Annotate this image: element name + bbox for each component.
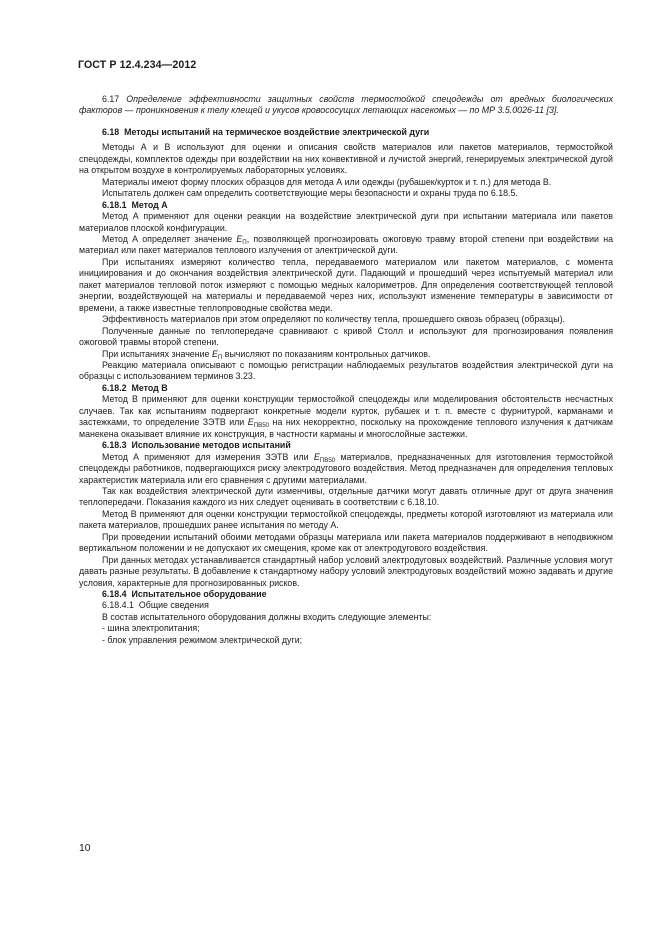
symbol: E (313, 451, 320, 462)
section-6-18-3-heading: 6.18.3 Использование методов испытаний (102, 440, 291, 451)
section-6-18-1-heading: 6.18.1 Метод А (102, 199, 168, 210)
paragraph: Эффективность материалов при этом определяют по количеству тепла, прошедшего сквозь образец (образцы). (102, 314, 565, 325)
paragraph: Метод А определяет значение $E_П$, позволяющей прогнозировать ожоговую травму второй степени при воздействии на материал или пакет материалов теплового излучения от электрической дуги. (79, 233, 613, 256)
section-6-18-4-heading: 6.18.4 Испытательное оборудование (102, 589, 267, 600)
document-header: ГОСТ Р 12.4.234—2012 (78, 59, 197, 71)
paragraph: Испытатель должен сам определить соответствующие меры безопасности и охраны труда по 6.18.5. (102, 188, 518, 199)
paragraph: В состав испытательного оборудования должны входить следующие элементы: (102, 611, 432, 622)
paragraph: Метод А применяют для оценки реакции на воздействие электрической дуги при испытании материала или пакетов материалов плоской конфигурации. (79, 211, 613, 233)
section-6-18-2-heading: 6.18.2 Метод В (102, 382, 168, 393)
paragraph: Метод В применяют для оценки конструкции термостойкой спецодежды или моделирования обстоятельств несчастных случаев. Так как испытаниям подвергают конкретные модели курток, рубашек и т. п. вместе с фурнитурой, карманами и застежками, то определение ЗЭТВ или $E_{ПВ50}$ на них некорректно, поскольку на прохождение теплового излучения к датчикам манекена оказывает влияние их конструкция, в частности карманы и многослойные застежки. (79, 394, 613, 439)
list-item: - шина электропитания; (102, 623, 200, 634)
paragraph: Так как воздействия электрической дуги изменчивы, отдельные датчики могут давать отличные друг от друга значения теплопередачи. Показания каждого из них следует оценивать в соответствии с 6.18.10. (79, 485, 613, 508)
section-6-17 (79, 94, 613, 117)
section-number: 6.17 (102, 94, 120, 104)
symbol: E (211, 348, 218, 359)
symbol: E (236, 233, 243, 244)
paragraph: При испытаниях измеряют количество тепла, передаваемого материалом или пакетом материалов, с момента инициирования и до окончания воздействия электрической дуги. Падающий и прошедший через испытуемый материал или пакет материалов тепловой поток измеряют с помощью медных калориметров. Для определения соответствующей тепловой энергии, воздействующей на материалы и передаваемой через них, используют изменение температуры в зависимости от времени, а также известные теплопроводные свойства меди. (79, 256, 613, 313)
paragraph: Материалы имеют форму плоских образцов для метода А или одежды (рубашек/курток и т. п.) для метода В. (102, 176, 552, 187)
paragraph: Метод А применяют для измерения ЗЭТВ или $E_{ПВ50}$ материалов, предназначенных для изготовления термостойкой спецодежды работников, подвергающихся риску электродугового воздействия. Метод предназначен для определения тепловых характеристик материала или его сравнения с другими материалами. (79, 451, 613, 485)
section-6-18-heading: 6.18 Методы испытаний на термическое воздействие электрической дуги (102, 126, 430, 137)
paragraph: При данных методах устанавливается стандартный набор условий электродуговых воздействий. Различные условия могут давать разные результаты. В добавление к стандартному набору условий электродуговых воздействий можно задавать и другие условия, характерные для прогнозированных рисков. (79, 554, 613, 588)
paragraph: Полученные данные по теплопередаче сравнивают с кривой Столл и используют для прогнозирования появления ожоговой травмы второй степени. (79, 325, 613, 348)
page-number: 10 (79, 843, 91, 854)
section-6-18-4-1-heading: 6.18.4.1 Общие сведения (102, 600, 209, 611)
paragraph: Методы А и В используют для оценки и описания свойств материалов или пакетов материалов, термостойкой спецодежды, комплектов одежды при воздействии на них конвективной и лучистой энергий, генерируемых электрической дугой на открытом воздухе в контролируемых лабораторных условиях. (79, 142, 613, 176)
section-text: Определение эффективности защитных свойств термостойкой спецодежды от вредных биологических факторов — проникновения к телу клещей и укусов кровососущих летающих насекомых — по МР 3.5.0026-11 [3]. (79, 94, 613, 116)
paragraph: При испытаниях значение $E_П$ вычисляют по показаниям контрольных датчиков. (102, 348, 431, 361)
list-item: - блок управления режимом электрической дуги; (102, 634, 303, 645)
symbol: E (247, 417, 254, 428)
paragraph: При проведении испытаний обоими методами образцы материала или пакета материалов поддерживают в неподвижном вертикальном положении и не допускают их смещения, кроме как от электродугового воздействия. (79, 531, 613, 554)
paragraph: Метод В применяют для оценки конструкции термостойкой спецодежды, предметы которой изготовляют из материала или пакета материалов, прошедших ранее испытания по методу А. (79, 508, 613, 531)
paragraph: Реакцию материала описывают с помощью регистрации наблюдаемых результатов воздействия электрической дуги на образцы с использованием терминов 3.23. (79, 359, 613, 382)
document-body (79, 94, 613, 646)
